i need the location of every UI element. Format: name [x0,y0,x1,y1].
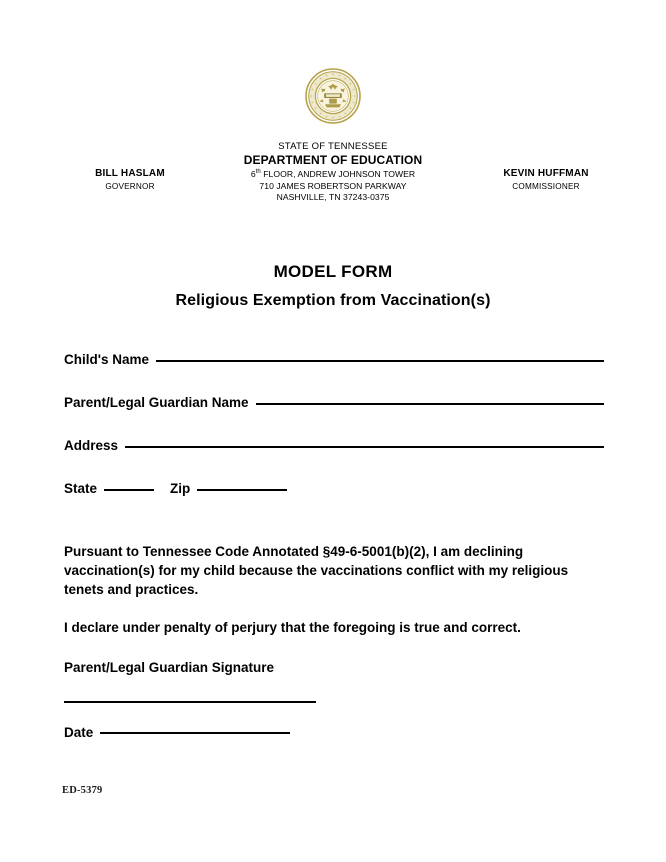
form-number: ED-5379 [62,785,103,796]
page-subtitle: Religious Exemption from Vaccination(s) [175,292,491,309]
date-label: Date [64,724,94,740]
governor-title: GOVERNOR [105,181,155,191]
field-address [64,438,604,453]
state-input[interactable] [104,489,154,491]
field-parent-guardian-name [64,395,604,410]
state-seal-icon [305,68,361,124]
child-name-input[interactable] [156,360,604,362]
commissioner-title: COMMISSIONER [512,181,580,191]
zip-input[interactable] [197,489,287,491]
state-label: State [64,481,98,496]
address-input[interactable] [125,446,604,448]
address-floor-rest: FLOOR, ANDREW JOHNSON TOWER [260,169,416,180]
header-department: DEPARTMENT OF EDUCATION [243,153,423,168]
address-label: Address [64,438,119,453]
field-state-zip [64,481,604,496]
header-state: STATE OF TENNESSEE [278,141,388,152]
child-name-label: Child's Name [64,352,149,367]
address-line-2: 710 JAMES ROBERTSON PARKWAY [259,180,407,191]
governor-name: BILL HASLAM [95,168,165,179]
perjury-declaration: I declare under penalty of perjury that the foregoing is true and correct. [64,620,521,636]
signature-label: Parent/Legal Guardian Signature [64,659,275,675]
form-body [64,352,604,740]
governor-block [60,168,200,192]
page-title: MODEL FORM [273,262,393,281]
signature-input[interactable] [64,701,316,703]
date-input[interactable] [100,732,290,734]
commissioner-name: KEVIN HUFFMAN [503,168,589,179]
parent-guardian-name-input[interactable] [256,403,604,405]
address-floor-number: 6 [250,169,256,180]
address-floor-ordinal: th [255,169,261,176]
field-child-name [64,352,604,367]
parent-guardian-name-label: Parent/Legal Guardian Name [64,395,249,410]
seal-container [0,68,666,124]
field-date [64,725,604,740]
commissioner-block [471,168,621,192]
address-line-3: NASHVILLE, TN 37243-0375 [276,192,390,203]
zip-label: Zip [170,481,191,496]
form-title-block [0,262,666,310]
statute-statement: Pursuant to Tennessee Code Annotated §49-6-5001(b)(2), I am declining vaccination(s) for my child because the vaccinations conflict with my religious tenets and practices. [64,544,569,598]
